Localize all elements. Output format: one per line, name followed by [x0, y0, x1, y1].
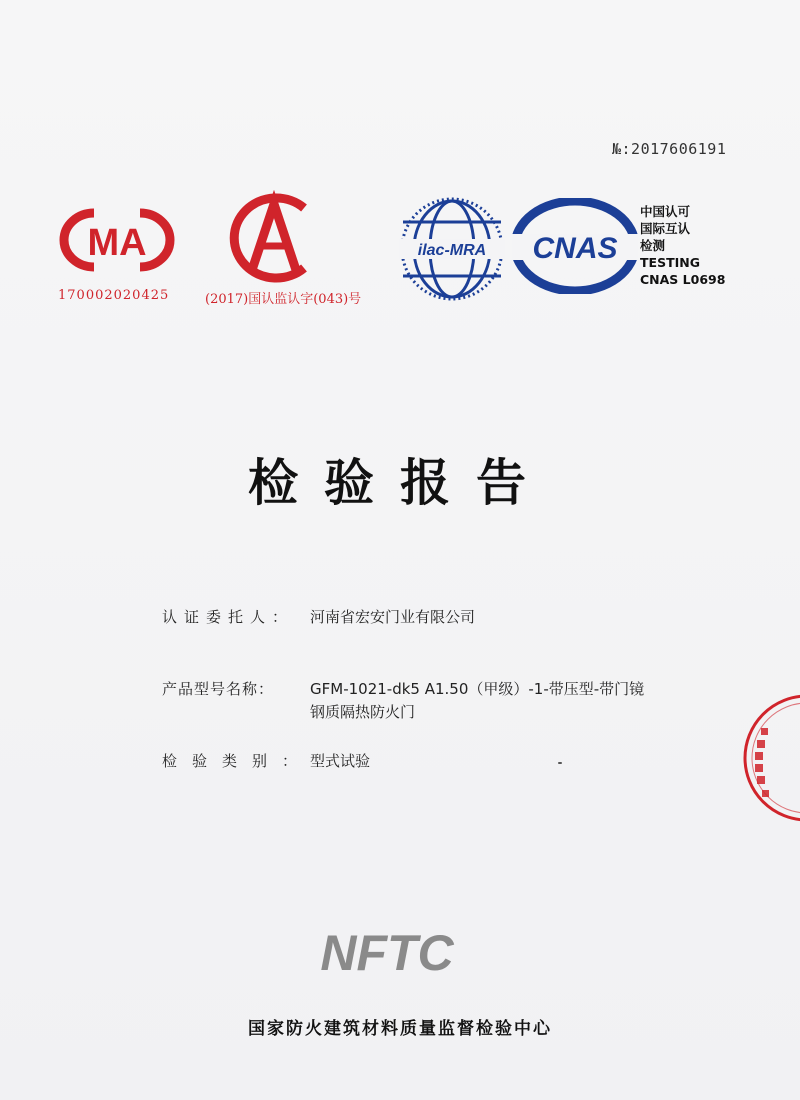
- nftc-logo: [300, 925, 475, 980]
- cnas-line: 检测: [640, 238, 666, 253]
- issuing-organization: 国家防火建筑材料质量监督检验中心: [248, 1019, 552, 1039]
- cma-code: 170002020425: [58, 288, 170, 303]
- report-title: 检验报告: [248, 454, 552, 512]
- partial-seal-stamp: [735, 688, 800, 828]
- cma-logo: [52, 205, 182, 275]
- cnas-line: 中国认可: [640, 204, 691, 219]
- cnas-accreditation-text: [640, 203, 725, 288]
- cal-logo: [222, 190, 332, 285]
- cma-logo-text: MA: [87, 222, 147, 264]
- cnas-line: TESTING: [640, 255, 700, 270]
- ilac-mra-text: ilac-MRA: [417, 242, 487, 259]
- field-type-label: 检验类别：: [162, 752, 313, 770]
- report-number: №:2017606191: [612, 140, 727, 158]
- cnas-logo: [512, 198, 638, 294]
- field-product-label: 产品型号名称：: [162, 680, 275, 698]
- field-product-value-line1: GFM-1021-dk5 A1.50（甲级）-1-带压型-带门镜: [310, 680, 645, 698]
- cnas-logo-text: CNAS: [532, 232, 618, 265]
- nftc-logo-text: NFTC: [320, 925, 454, 980]
- ilac-mra-logo: [395, 192, 510, 307]
- cal-logo-text: AL: [276, 282, 278, 283]
- cnas-line: CNAS L0698: [640, 272, 726, 287]
- scan-speck: [558, 762, 562, 764]
- cnas-line: 国际互认: [640, 221, 691, 236]
- cal-code: (2017)国认监认字(043)号: [205, 292, 362, 307]
- field-client-label: 认证委托人：: [162, 608, 295, 626]
- field-client-value: 河南省宏安门业有限公司: [310, 608, 476, 626]
- field-product-value-line2: 钢质隔热防火门: [310, 703, 416, 721]
- field-type-value: 型式试验: [310, 752, 371, 770]
